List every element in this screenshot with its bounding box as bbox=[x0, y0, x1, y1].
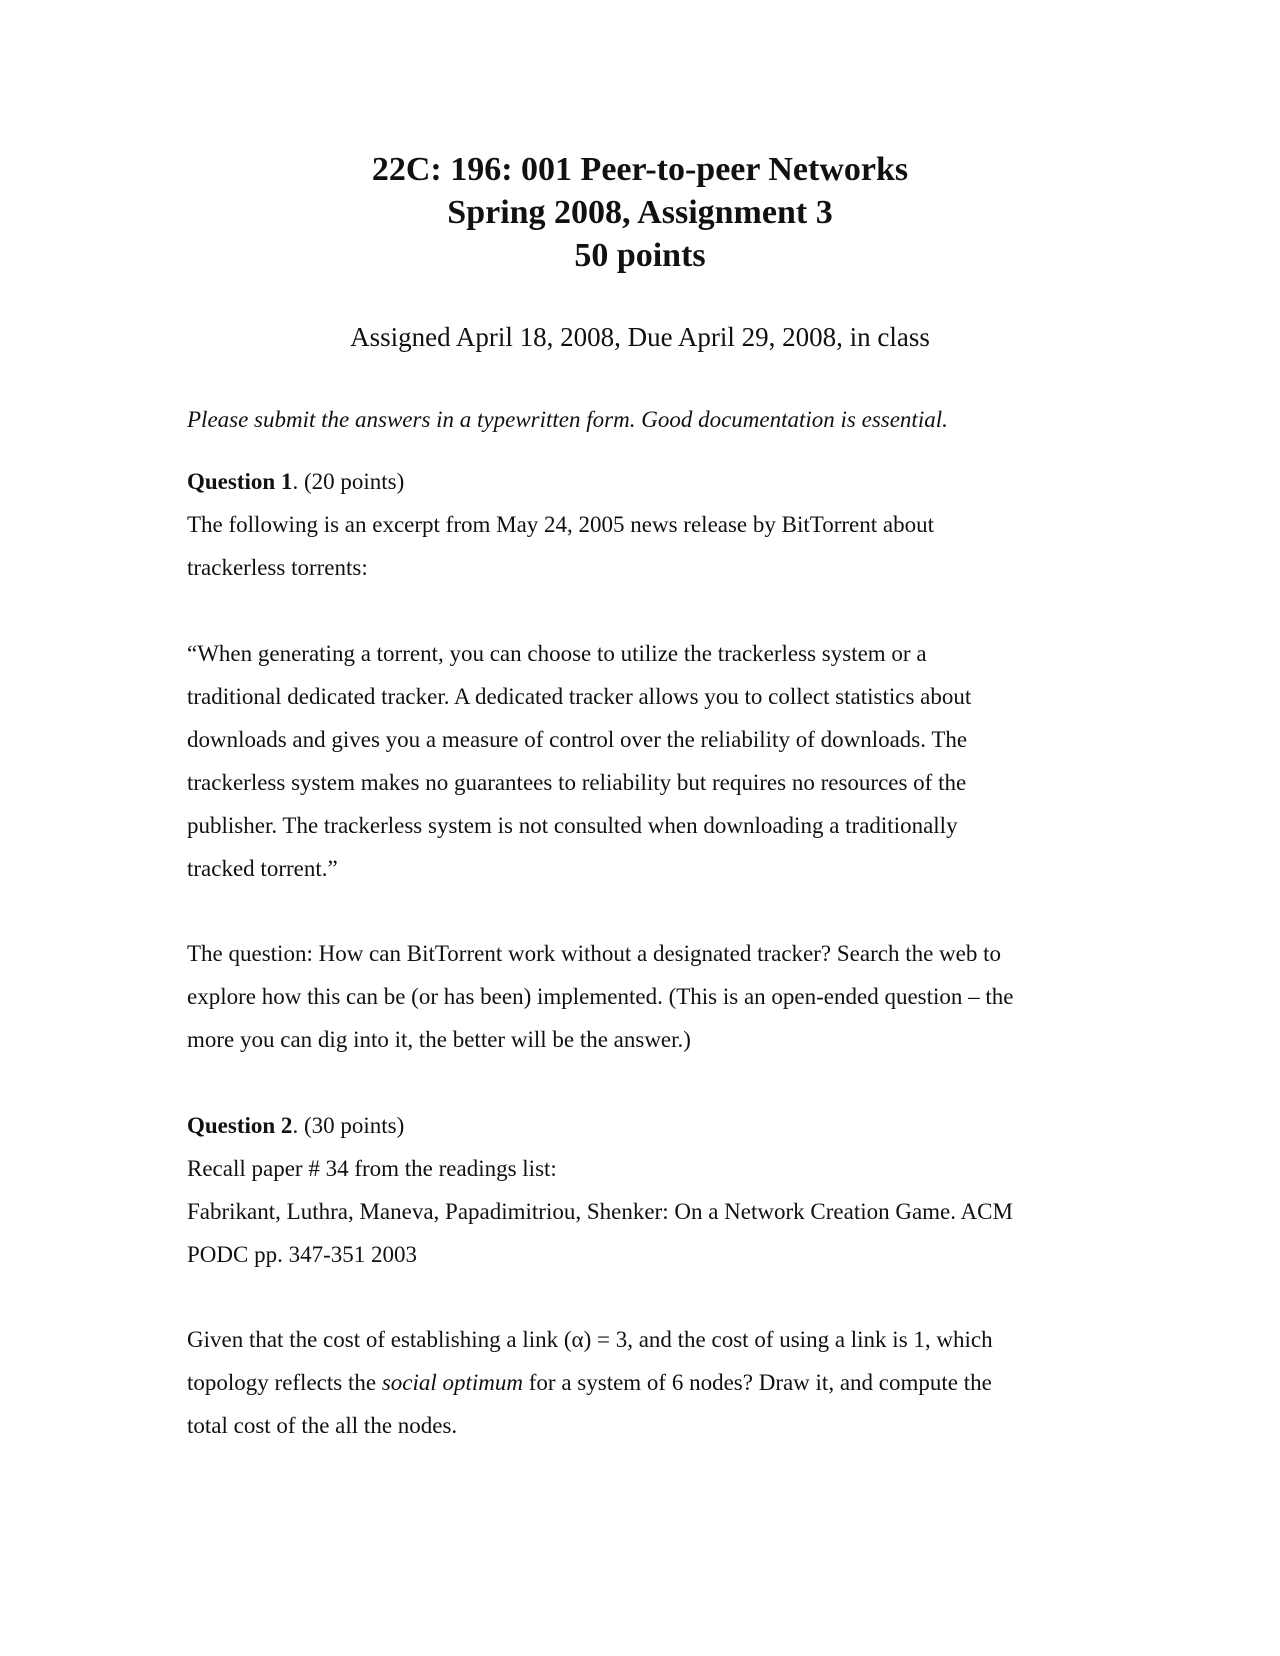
question-1-prompt bbox=[187, 932, 1107, 1061]
question-2-reference-line: Recall paper # 34 from the readings list: bbox=[187, 1156, 557, 1181]
question-1-prompt-line: explore how this can be (or has been) implemented. (This is an open-ended question – the bbox=[187, 984, 1014, 1009]
quote-line: “When generating a torrent, you can choose to utilize the trackerless system or a bbox=[187, 641, 927, 666]
question-2-points: . (30 points) bbox=[292, 1113, 405, 1138]
question-2-label: Question 2 bbox=[187, 1113, 293, 1138]
quote-line: downloads and gives you a measure of control over the reliability of downloads. The bbox=[187, 727, 968, 752]
question-2-prompt-part: for a system of 6 nodes? Draw it, and compute the bbox=[523, 1370, 992, 1395]
question-1-points: . (20 points) bbox=[292, 469, 405, 494]
quote-line: trackerless system makes no guarantees to reliability but requires no resources of the bbox=[187, 770, 967, 795]
question-2-reference-line: PODC pp. 347-351 2003 bbox=[187, 1242, 418, 1267]
term-title: Spring 2008, Assignment 3 bbox=[447, 194, 833, 231]
question-1-intro-line: The following is an excerpt from May 24, 2005 news release by BitTorrent about bbox=[187, 512, 934, 537]
quote-line: traditional dedicated tracker. A dedicated tracker allows you to collect statistics about bbox=[187, 684, 972, 709]
course-title: 22C: 196: 001 Peer-to-peer Networks bbox=[371, 151, 909, 188]
question-2-prompt-part: topology reflects the bbox=[187, 1370, 382, 1395]
question-2-prompt-line bbox=[187, 1361, 1107, 1404]
instructions: Please submit the answers in a typewritten form. Good documentation is essential. bbox=[187, 407, 948, 432]
question-1-prompt-line: more you can dig into it, the better will be the answer.) bbox=[187, 1027, 691, 1052]
quote-line: tracked torrent.” bbox=[187, 856, 338, 881]
question-2-prompt-line: Given that the cost of establishing a link (α) = 3, and the cost of using a link is 1, which bbox=[187, 1327, 993, 1352]
question-2-heading-line bbox=[187, 1104, 1107, 1147]
bittorrent-quote bbox=[187, 632, 1107, 890]
social-optimum-term: social optimum bbox=[381, 1370, 524, 1395]
question-2-prompt bbox=[187, 1318, 1107, 1447]
question-2-reference-line: Fabrikant, Luthra, Maneva, Papadimitriou, Shenker: On a Network Creation Game. ACM bbox=[187, 1199, 1013, 1224]
assigned-due-line: Assigned April 18, 2008, Due April 29, 2008, in class bbox=[350, 322, 930, 352]
question-2-header bbox=[187, 1104, 1107, 1276]
question-2-prompt-line: total cost of the all the nodes. bbox=[187, 1413, 458, 1438]
quote-line: publisher. The trackerless system is not consulted when downloading a traditionally bbox=[187, 813, 958, 838]
points-title: 50 points bbox=[574, 237, 706, 274]
question-1-header bbox=[187, 460, 1107, 589]
question-1-label: Question 1 bbox=[187, 469, 293, 494]
question-1-intro-line: trackerless torrents: bbox=[187, 555, 368, 580]
question-1-prompt-line: The question: How can BitTorrent work without a designated tracker? Search the web to bbox=[187, 941, 1001, 966]
document-title bbox=[0, 148, 1280, 277]
question-1-heading-line bbox=[187, 460, 1107, 503]
